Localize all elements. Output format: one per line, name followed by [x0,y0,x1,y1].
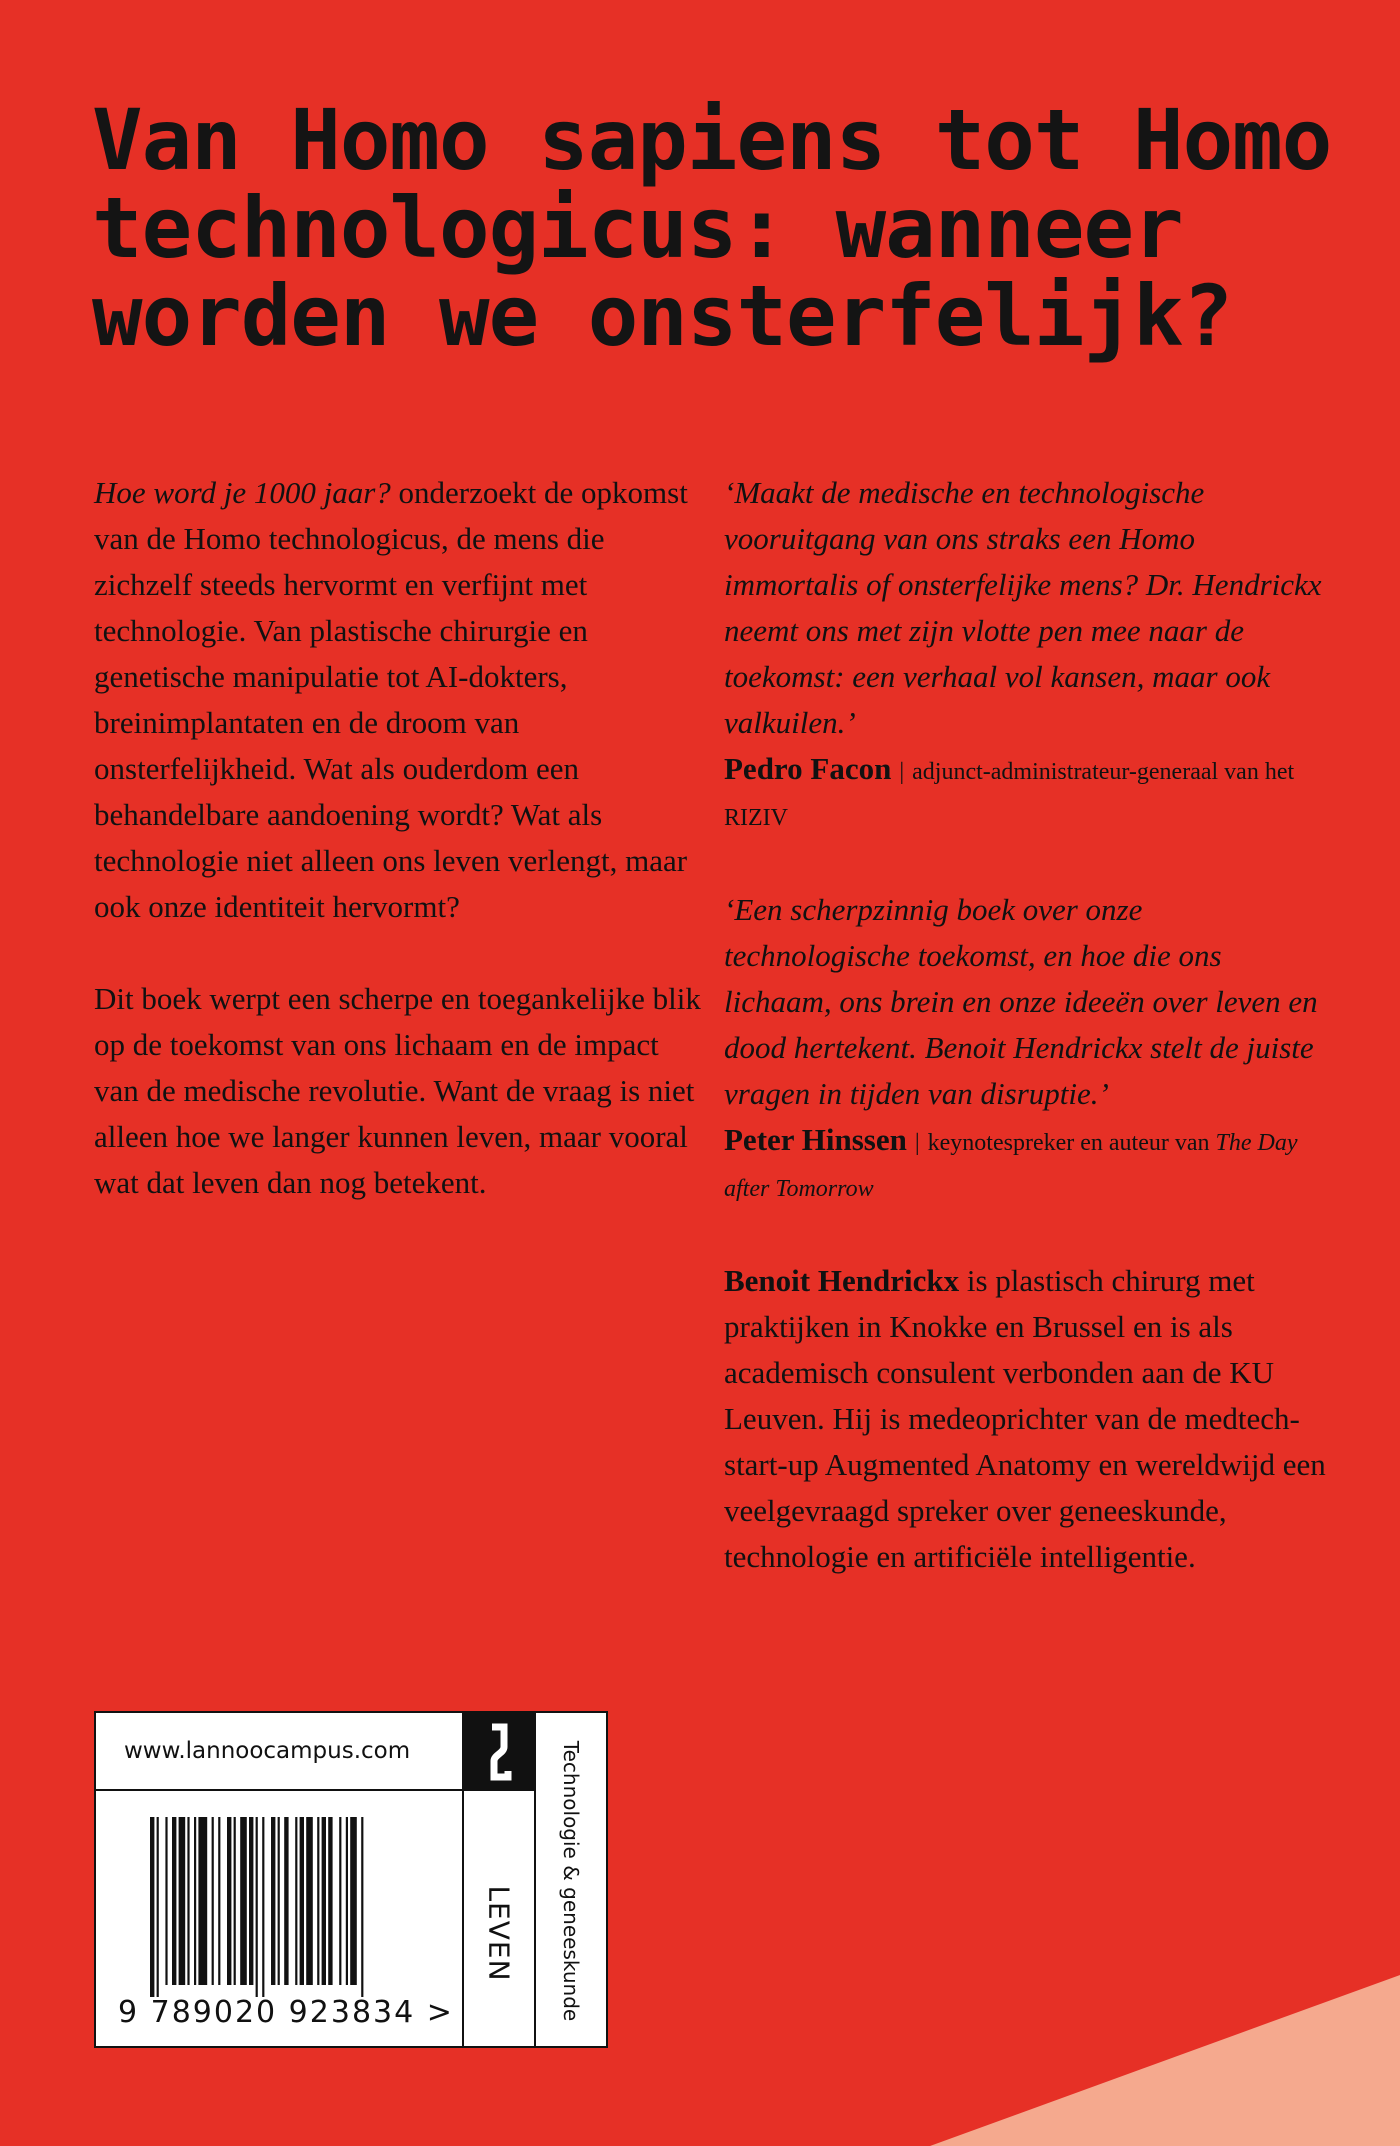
barcode-bar [300,1817,304,1985]
quote-2-name: Peter Hinssen [724,1122,907,1157]
barcode-bar [361,1817,363,1997]
barcode-bar [306,1817,313,1985]
quote-2-book-title: The Day after Tomorrow [724,1130,1298,1202]
barcode-bar [198,1817,207,1985]
barcode-bar [172,1817,176,1985]
barcode-bar [322,1817,326,1985]
barcode-bar [157,1817,159,1997]
headline: Van Homo sapiens tot Homo technologicus: wanneer worden we onsterfelijk? [92,91,1332,365]
barcode-bar [194,1817,196,1985]
lannoo-campus-logo-icon [464,1713,534,1791]
intro-text: onderzoekt de opkomst van de Homo technologicus, de mens die zichzelf steeds hervormt en verfijnt met technologie. Van plastische chirurgie en genetische manipulatie tot AI-dokters, breinimplantaten en de droom van onsterfelijkheid. Wat als ouderdom een behandelbare aandoening wordt? Wat als technologie niet alleen ons leven verlengt, maar ook onze identiteit hervormt? [94,475,688,924]
author-name: Benoit Hendrickx [724,1263,960,1298]
author-bio [724,1258,1334,1580]
book-title-italic: Hoe word je 1000 jaar? [94,475,391,510]
barcode-bar [328,1817,332,1985]
barcode-bar [179,1817,186,1985]
separator: | [914,1130,920,1156]
barcode-bar [165,1817,167,1985]
barcode-block [94,1711,608,2048]
barcode-bar [295,1817,297,1985]
barcode-bar [317,1817,319,1985]
quote-2-attribution [724,1117,1334,1212]
barcode-bar [212,1817,214,1985]
isbn-barcode [150,1817,410,1997]
barcode-bar [339,1817,341,1985]
separator: | [899,759,905,785]
quote-2: ‘Een scherpzinnig boek over onze technologische toekomst, en hoe die ons lichaam, ons brein en onze ideeën over leven en dood hertekent. Benoit Hendrickx stelt de juiste vragen in tijden van disruptie.’ [724,892,1318,1111]
barcode-bar [346,1817,348,1985]
barcode-bar [284,1817,288,1985]
category-label: Technologie & geneeskunde [559,1740,584,2022]
barcode-bar [249,1817,253,1985]
barcode-bar [271,1817,275,1985]
barcode-bar [218,1817,220,1985]
series-label: LEVEN [482,1884,516,1982]
barcode-bar [227,1817,231,1985]
author-bio-text: is plastisch chirurg met praktijken in Knokke en Brussel en is als academisch consulent verbonden aan de KU Leuven. Hij is medeoprichter van de medtech-start-up Augmented Anatomy en wereldwijd een veelgevraagd spreker over geneeskunde, technologie en artificiële intelligentie. [724,1263,1326,1574]
barcode-bar [187,1817,189,1985]
barcode-bar [150,1817,154,1997]
publisher-url[interactable]: www.lannoocampus.com [96,1713,462,1791]
endorsements-column [724,470,1334,1580]
quote-2-role: keynotespreker en auteur van [927,1130,1216,1156]
intro-paragraph [94,470,704,930]
barcode-bar [278,1817,280,1985]
barcode-bar [350,1817,357,1985]
isbn-number: 9 789020 923834 > [118,1995,454,2030]
description-column [94,470,704,1252]
quote-1-name: Pedro Facon [724,751,892,786]
quote-1: ‘Maakt de medische en technologische vooruitgang van ons straks een Homo immortalis of onsterfelijke mens? Dr. Hendrickx neemt ons met zijn vlotte pen mee naar de toekomst: een verhaal vol kansen, maar ook valkuilen.’ [724,475,1322,740]
barcode-bar [256,1817,258,1997]
barcode-bar [262,1817,264,1997]
quote-1-attribution [724,746,1334,841]
second-paragraph: Dit boek werpt een scherpe en toegankelijke blik op de toekomst van ons lichaam en de impact van de medische revolutie. Want de vraag is niet alleen hoe we langer kunnen leven, maar vooral wat dat leven dan nog betekent. [94,981,701,1200]
barcode-bar [240,1817,247,1985]
quote-1-role: adjunct-administrateur-generaal van het RIZIV [724,759,1295,831]
barcode-bar [234,1817,236,1985]
